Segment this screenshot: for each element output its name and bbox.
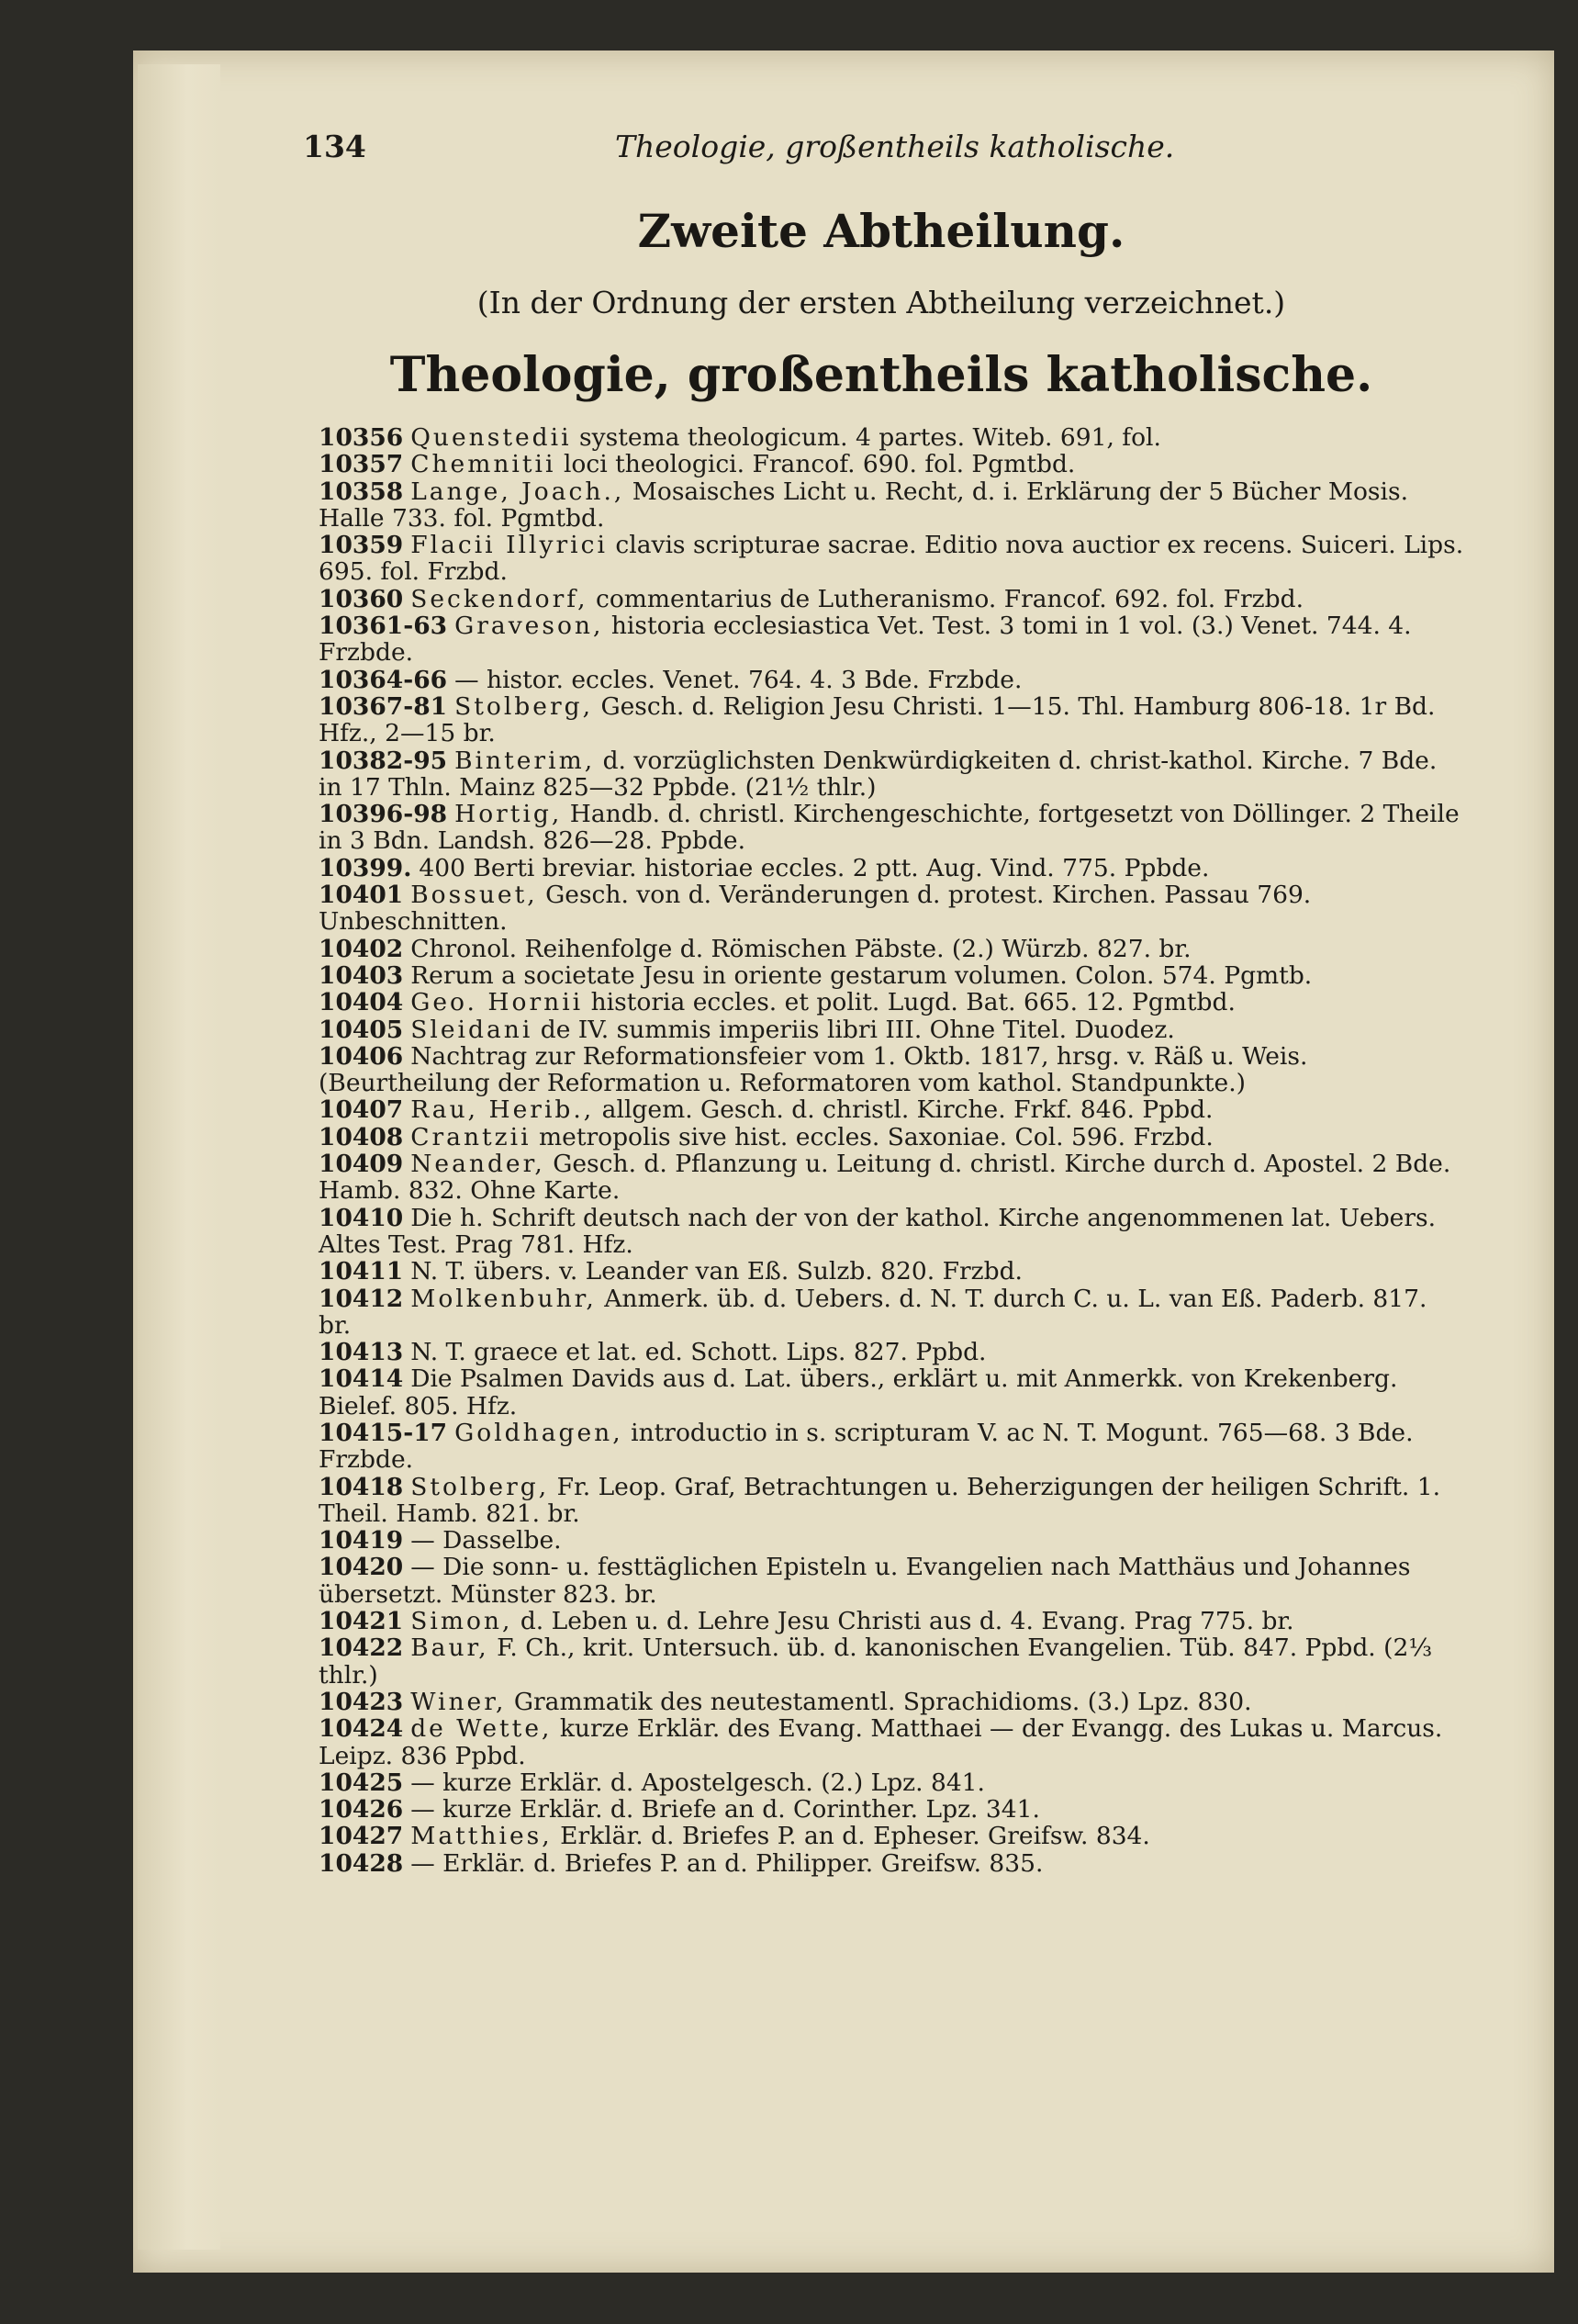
catalog-entries [319, 424, 1466, 1877]
entry-text: Erklär. d. Briefes P. an d. Epheser. Greifsw. 834. [560, 1822, 1150, 1851]
entry-text: — Erklär. d. Briefes P. an d. Philipper. Greifsw. 835. [410, 1848, 1044, 1878]
entry-author: Molkenbuhr, [410, 1284, 597, 1313]
entry-text: — histor. eccles. Venet. 764. 4. 3 Bde. Frzbde. [454, 665, 1023, 694]
entry-author: Seckendorf, [410, 584, 588, 613]
entry-number: 10415-17 [319, 1418, 448, 1447]
entry-text: Grammatik des neutestamentl. Sprachidioms. (3.) Lpz. 830. [513, 1687, 1252, 1716]
entry-author: Bossuet, [410, 881, 538, 910]
entry-author: Graveson, [454, 612, 604, 641]
section-title: Zweite Abtheilung. [637, 204, 1125, 258]
entry-number: 10404 [319, 988, 404, 1017]
entry-number: 10396-98 [319, 800, 448, 829]
entry-text: kurze Erklär. des Evang. Matthaei — der Evangg. des Lukas u. Marcus. Leipz. 836 Ppbd. [319, 1714, 1443, 1770]
catalog-entry [319, 667, 1466, 693]
entry-text: allgem. Gesch. d. christl. Kirche. Frkf. 846. Ppbd. [601, 1095, 1214, 1125]
catalog-entry [319, 1285, 1466, 1340]
entry-author: Baur, [410, 1634, 489, 1663]
entry-text: Chronol. Reihenfolge d. Römischen Päbste. (2.) Würzb. 827. br. [410, 934, 1192, 963]
entry-number: 10401 [319, 881, 404, 910]
catalog-entry [319, 532, 1466, 586]
catalog-entry [319, 1769, 1466, 1796]
entry-text: Gesch. d. Pflanzung u. Leitung d. christl. Kirche durch d. Apostel. 2 Bde. Hamb. 832. Ohne Karte. [319, 1150, 1451, 1206]
entry-text: Rerum a societate Jesu in oriente gestarum volumen. Colon. 574. Pgmtb. [410, 960, 1313, 990]
category-title: Theologie, großentheils katholische. [389, 347, 1373, 403]
entry-text: historia eccles. et polit. Lugd. Bat. 665. 12. Pgmtbd. [590, 988, 1236, 1017]
catalog-entry [319, 1258, 1466, 1285]
entry-text: commentarius de Lutheranismo. Francof. 692. fol. Frzbd. [596, 584, 1304, 613]
entry-text: metropolis sive hist. eccles. Saxoniae. Col. 596. Frzbd. [539, 1122, 1214, 1151]
entry-number: 10426 [319, 1795, 404, 1824]
entry-text: — kurze Erklär. d. Briefe an d. Corinther. Lpz. 341. [410, 1795, 1040, 1824]
catalog-entry [319, 1715, 1466, 1769]
entry-number: 10411 [319, 1257, 404, 1286]
entry-author: Simon, [410, 1607, 513, 1636]
catalog-entry [319, 586, 1466, 612]
entry-text: Handb. d. christl. Kirchengeschichte, fortgesetzt von Döllinger. 2 Theile in 3 Bdn. Landsh. 826—28. Ppbde. [319, 800, 1460, 856]
entry-number: 10405 [319, 1015, 404, 1044]
page-number: 134 [303, 129, 366, 164]
catalog-entry [319, 962, 1466, 989]
catalog-entry [319, 1474, 1466, 1528]
entry-number: 10422 [319, 1634, 404, 1663]
entry-text: Mosaisches Licht u. Recht, d. i. Erklärung der 5 Bücher Mosis. Halle 733. fol. Pgmtbd. [319, 477, 1409, 533]
entry-number: 10402 [319, 934, 404, 963]
entry-author: Sleidani [410, 1015, 533, 1044]
catalog-entry [319, 881, 1466, 936]
entry-number: 10406 [319, 1041, 404, 1071]
entry-text: Fr. Leop. Graf, Betrachtungen u. Beherzigungen der heiligen Schrift. 1. Theil. Hamb. 821. br. [319, 1472, 1441, 1528]
entry-author: Neander, [410, 1150, 545, 1179]
entry-author: Winer, [410, 1687, 507, 1716]
entry-text: Die h. Schrift deutsch nach der von der kathol. Kirche angenommenen lat. Uebers. Altes Test. Prag 781. Hfz. [319, 1203, 1437, 1259]
running-title: Theologie, großentheils katholische. [615, 129, 1175, 164]
entry-text: introductio in s. scripturam V. ac N. T. Mogunt. 765—68. 3 Bde. Frzbde. [319, 1418, 1414, 1475]
entry-number: 10424 [319, 1714, 404, 1744]
entry-number: 10409 [319, 1150, 404, 1179]
entry-number: 10399. [319, 853, 412, 882]
entry-text: de IV. summis imperiis libri III. Ohne Titel. Duodez. [540, 1015, 1175, 1044]
catalog-entry [319, 1689, 1466, 1715]
entry-text: Gesch. d. Religion Jesu Christi. 1—15. Thl. Hamburg 806-18. 1r Bd. Hfz., 2—15 br. [319, 691, 1436, 748]
entry-number: 10357 [319, 450, 404, 479]
entry-text: F. Ch., krit. Untersuch. üb. d. kanonischen Evangelien. Tüb. 847. Ppbd. (2⅓ thlr.) [319, 1634, 1433, 1690]
entry-author: Goldhagen, [454, 1418, 623, 1447]
entry-number: 10412 [319, 1284, 404, 1313]
entry-number: 10427 [319, 1822, 404, 1851]
entry-number: 10418 [319, 1472, 404, 1501]
entry-number: 10367-81 [319, 691, 448, 721]
catalog-entry [319, 612, 1466, 667]
catalog-entry [319, 801, 1466, 855]
entry-author: Chemnitii [410, 450, 556, 479]
entry-text: — Dasselbe. [410, 1526, 562, 1555]
catalog-entry [319, 1796, 1466, 1823]
catalog-entry [319, 855, 1466, 881]
entry-author: Binterim, [454, 746, 596, 775]
catalog-entry [319, 1420, 1466, 1474]
entry-author: Lange, Joach., [410, 477, 625, 506]
catalog-entry [319, 1527, 1466, 1554]
catalog-entry [319, 989, 1466, 1016]
entry-author: Hortig, [454, 800, 563, 829]
entry-number: 10425 [319, 1768, 404, 1797]
page-edge-stack [138, 64, 220, 2250]
entry-number: 10361-63 [319, 612, 448, 641]
catalog-entry [319, 1205, 1466, 1259]
catalog-entry [319, 936, 1466, 962]
entry-number: 10421 [319, 1607, 404, 1636]
entry-number: 10364-66 [319, 665, 448, 694]
page-header [303, 129, 1460, 174]
catalog-entry [319, 1608, 1466, 1634]
entry-text: N. T. graece et lat. ed. Schott. Lips. 827. Ppbd. [410, 1338, 987, 1367]
entry-author: Stolberg, [454, 691, 594, 721]
entry-number: 10408 [319, 1122, 404, 1151]
entry-text: 400 Berti breviar. historiae eccles. 2 ptt. Aug. Vind. 775. Ppbde. [419, 853, 1210, 882]
entry-text: loci theologici. Francof. 690. fol. Pgmtbd. [563, 450, 1076, 479]
catalog-entry [319, 1823, 1466, 1849]
entry-author: Geo. Hornii [410, 988, 584, 1017]
entry-author: Matthies, [410, 1822, 553, 1851]
entry-number: 10356 [319, 423, 404, 452]
entry-text: systema theologicum. 4 partes. Witeb. 691, fol. [579, 423, 1161, 452]
entry-number: 10414 [319, 1364, 404, 1394]
entry-author: Crantzii [410, 1122, 532, 1151]
catalog-entry [319, 1850, 1466, 1877]
entry-number: 10359 [319, 531, 404, 560]
entry-text: historia ecclesiastica Vet. Test. 3 tomi in 1 vol. (3.) Venet. 744. 4. Frzbde. [319, 612, 1412, 668]
entry-number: 10423 [319, 1687, 404, 1716]
catalog-entry [319, 478, 1466, 533]
entry-text: Anmerk. üb. d. Uebers. d. N. T. durch C. u. L. van Eß. Paderb. 817. br. [319, 1284, 1427, 1340]
entry-text: d. Leben u. d. Lehre Jesu Christi aus d. 4. Evang. Prag 775. br. [520, 1607, 1294, 1636]
entry-number: 10420 [319, 1553, 404, 1582]
catalog-entry [319, 1043, 1466, 1097]
entry-number: 10407 [319, 1095, 404, 1125]
entry-text: d. vorzüglichsten Denkwürdigkeiten d. christ-kathol. Kirche. 7 Bde. in 17 Thln. Mainz 825—32 Ppbde. (21½ thlr.) [319, 746, 1438, 802]
entry-number: 10413 [319, 1338, 404, 1367]
catalog-entry [319, 424, 1466, 451]
entry-text: — Die sonn- u. festtäglichen Episteln u. Evangelien nach Matthäus und Johannes übersetzt. Münster 823. br. [319, 1553, 1411, 1609]
entry-author: Stolberg, [410, 1472, 550, 1501]
catalog-entry [319, 693, 1466, 747]
entry-author: Rau, Herib., [410, 1095, 595, 1125]
entry-author: Quenstedii [410, 423, 572, 452]
entry-author: Flacii Illyrici [410, 531, 608, 560]
catalog-entry [319, 1339, 1466, 1365]
catalog-entry [319, 1124, 1466, 1151]
catalog-entry [319, 747, 1466, 802]
catalog-entry [319, 1365, 1466, 1420]
entry-number: 10382-95 [319, 746, 448, 775]
catalog-entry [319, 451, 1466, 477]
catalog-entry [319, 1096, 1466, 1123]
entry-text: clavis scripturae sacrae. Editio nova auctior ex recens. Suiceri. Lips. 695. fol. Frzbd. [319, 531, 1464, 587]
entry-number: 10403 [319, 960, 404, 990]
entry-author: de Wette, [410, 1714, 553, 1744]
entry-number: 10358 [319, 477, 404, 506]
catalog-entry [319, 1554, 1466, 1608]
entry-text: — kurze Erklär. d. Apostelgesch. (2.) Lpz. 841. [410, 1768, 985, 1797]
entry-number: 10419 [319, 1526, 404, 1555]
entry-number: 10410 [319, 1203, 404, 1232]
catalog-entry [319, 1016, 1466, 1043]
entry-text: Gesch. von d. Veränderungen d. protest. Kirchen. Passau 769. Unbeschnitten. [319, 881, 1312, 937]
entry-number: 10428 [319, 1848, 404, 1878]
catalog-entry [319, 1151, 1466, 1205]
entry-text: Nachtrag zur Reformationsfeier vom 1. Oktb. 1817, hrsg. v. Räß u. Weis. (Beurtheilung der Reformation u. Reformatoren vom kathol. Standpunkte.) [319, 1041, 1308, 1098]
entry-number: 10360 [319, 584, 404, 613]
catalog-entry [319, 1634, 1466, 1689]
section-note: (In der Ordnung der ersten Abtheilung verzeichnet.) [476, 285, 1286, 320]
entry-text: Die Psalmen Davids aus d. Lat. übers., erklärt u. mit Anmerkk. von Krekenberg. Bielef. 805. Hfz. [319, 1364, 1398, 1420]
entry-text: N. T. übers. v. Leander van Eß. Sulzb. 820. Frzbd. [410, 1257, 1023, 1286]
